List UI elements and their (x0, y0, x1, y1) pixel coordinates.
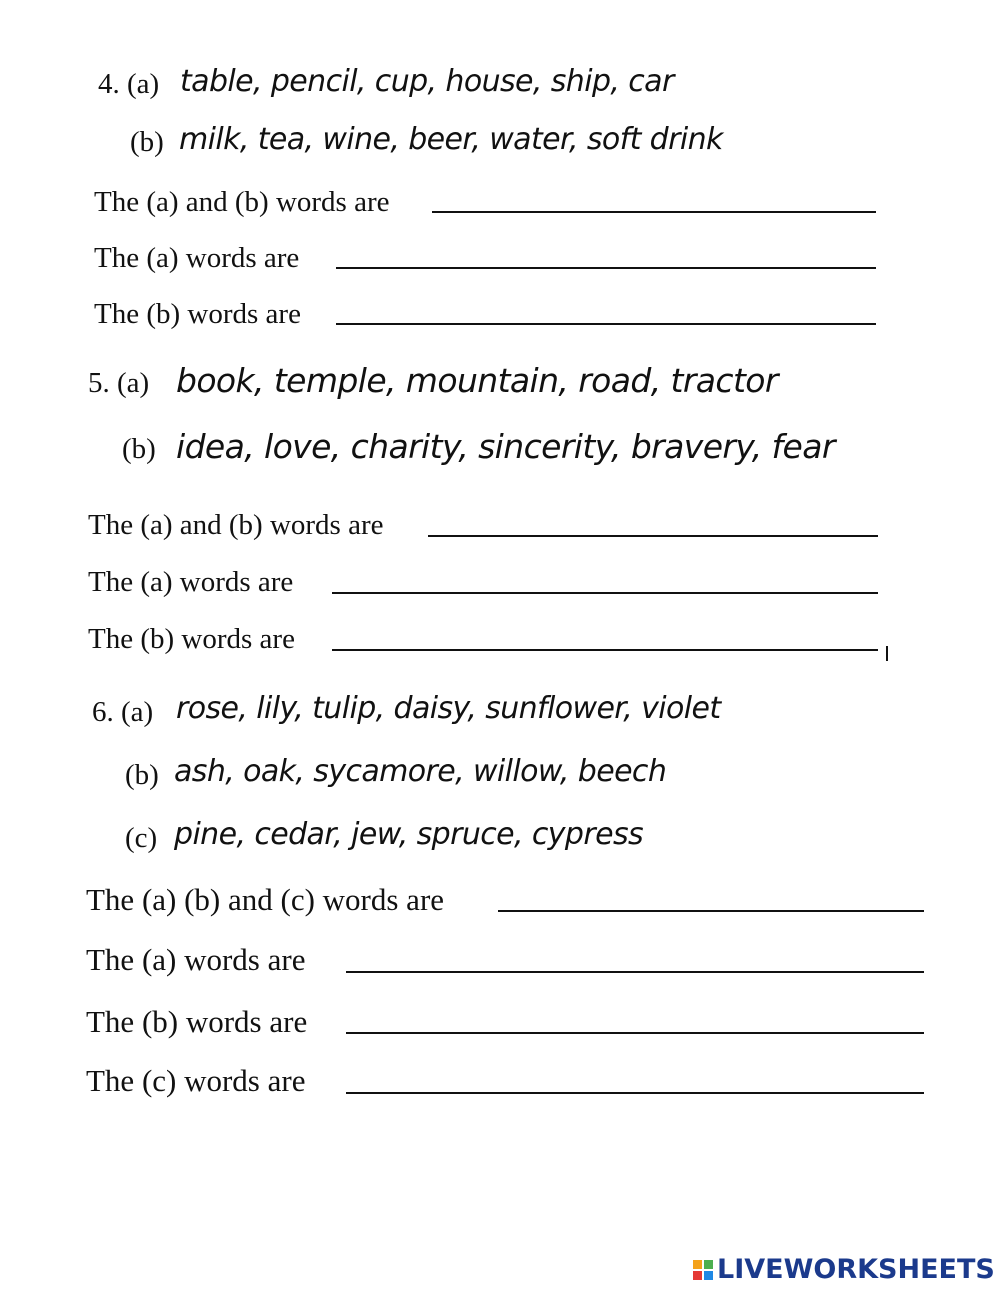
q6-statement-b: The (b) words are (86, 1004, 308, 1039)
brand-name: LIVEWORKSHEETS (717, 1254, 995, 1285)
logo-square-blue (704, 1271, 713, 1280)
q6b-words: ash, oak, sycamore, willow, beech (174, 754, 667, 789)
q6-statement-a: The (a) words are (86, 942, 306, 977)
q5a-words: book, temple, mountain, road, tractor (176, 361, 778, 400)
liveworksheets-logo-icon (693, 1260, 713, 1280)
q5-statement-a: The (a) words are (88, 566, 294, 598)
q6c-label: (c) (125, 822, 158, 854)
q5b-label: (b) (122, 433, 156, 465)
q6-statement-c: The (c) words are (86, 1063, 306, 1098)
q5-answer-a[interactable] (332, 592, 878, 594)
q5a-label: 5. (a) (88, 367, 150, 399)
q6-answer-c[interactable] (346, 1092, 924, 1094)
q4-statement-a: The (a) words are (94, 242, 300, 274)
q4a-words: table, pencil, cup, house, ship, car (180, 64, 674, 99)
q5-statement-ab: The (a) and (b) words are (88, 509, 384, 541)
q4b-label: (b) (130, 126, 164, 158)
logo-square-green (704, 1260, 713, 1269)
text-cursor (886, 646, 888, 661)
q4-statement-ab: The (a) and (b) words are (94, 186, 390, 218)
q5-statement-b: The (b) words are (88, 623, 295, 655)
q6b-label: (b) (125, 759, 159, 791)
q4-answer-a[interactable] (336, 267, 876, 269)
q6c-words: pine, cedar, jew, spruce, cypress (174, 817, 644, 852)
q4-answer-ab[interactable] (432, 211, 876, 213)
q6-answer-b[interactable] (346, 1032, 924, 1034)
q4-statement-b: The (b) words are (94, 298, 301, 330)
q6-statement-abc: The (a) (b) and (c) words are (86, 882, 445, 917)
q4a-label: 4. (a) (98, 68, 160, 100)
q6-answer-abc[interactable] (498, 910, 924, 912)
logo-square-orange (693, 1260, 702, 1269)
q6-answer-a[interactable] (346, 971, 924, 973)
logo-square-red (693, 1271, 702, 1280)
q4-answer-b[interactable] (336, 323, 876, 325)
q5-answer-b[interactable] (332, 649, 878, 651)
q6a-label: 6. (a) (92, 696, 154, 728)
q5b-words: idea, love, charity, sincerity, bravery, fear (176, 427, 835, 466)
q4b-words: milk, tea, wine, beer, water, soft drink (179, 122, 723, 157)
q6a-words: rose, lily, tulip, daisy, sunflower, violet (176, 691, 721, 726)
q5-answer-ab[interactable] (428, 535, 878, 537)
liveworksheets-logo (693, 1256, 995, 1283)
